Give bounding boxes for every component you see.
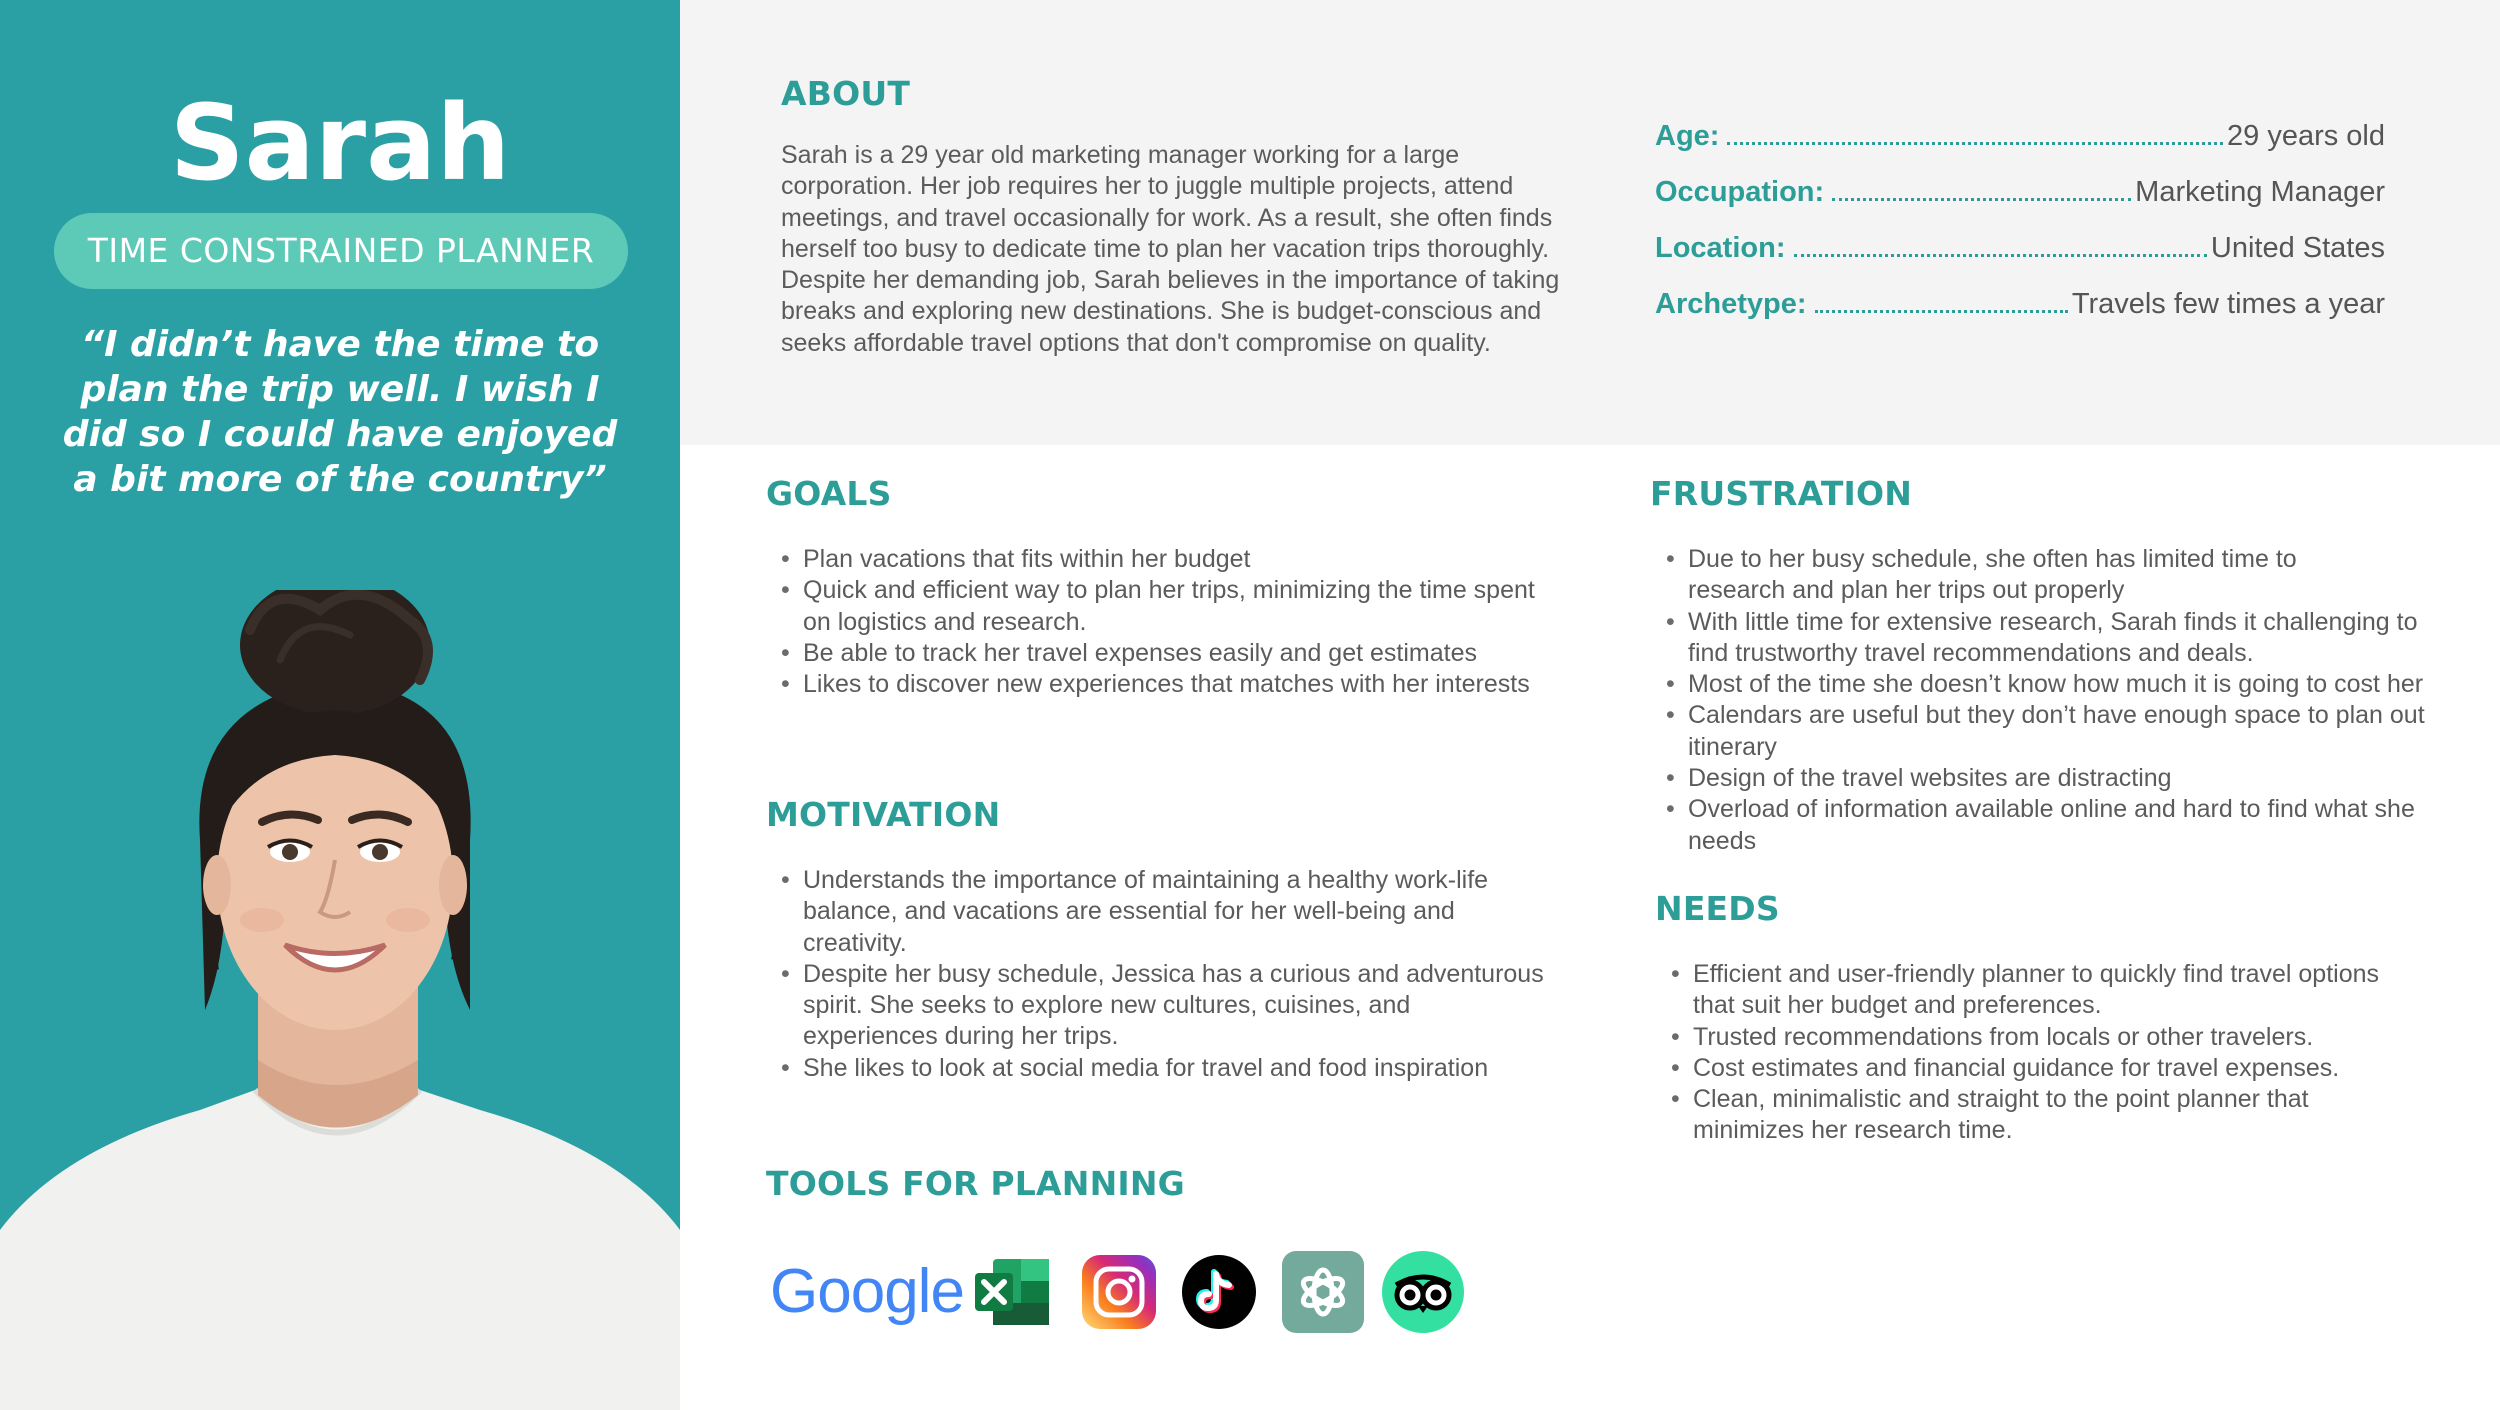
tiktok-icon <box>1182 1255 1256 1329</box>
list-item: • Plan vacations that fits within her budget <box>779 544 1539 575</box>
persona-tagline-badge: TIME CONSTRAINED PLANNER <box>54 213 628 289</box>
frustration-heading: FRUSTRATION <box>1650 474 1913 513</box>
google-logo: Google <box>770 1257 964 1326</box>
fact-label: Location: <box>1655 232 1786 264</box>
list-item: • Trusted recommendations from locals or other travelers. <box>1669 1022 2459 1053</box>
list-item: • Understands the importance of maintaining a healthy work-life balance, and vacations are essential for her well-being and creativity. <box>779 865 1549 959</box>
fact-age <box>1655 120 2385 176</box>
dotted-leader <box>1832 198 2131 201</box>
tools-heading: TOOLS FOR PLANNING <box>766 1164 1185 1203</box>
list-item: • With little time for extensive research, Sarah finds it challenging to find trustworthy travel recommendations and deals. <box>1664 607 2484 670</box>
list-item: • Design of the travel websites are distracting <box>1664 763 2484 794</box>
list-item: • Despite her busy schedule, Jessica has a curious and adventurous spirit. She seeks to explore new cultures, cuisines, and experiences during her trips. <box>779 959 1549 1053</box>
fact-occupation <box>1655 176 2385 232</box>
persona-facts <box>1655 120 2385 344</box>
motivation-heading: MOTIVATION <box>766 795 1001 834</box>
dotted-leader <box>1794 254 2207 257</box>
fact-value: 29 years old <box>2227 120 2385 152</box>
list-item: • Cost estimates and financial guidance for travel expenses. <box>1669 1053 2459 1084</box>
frustration-list <box>1664 544 2484 857</box>
excel-icon <box>975 1259 1049 1325</box>
fact-value: Marketing Manager <box>2135 176 2385 208</box>
dotted-leader <box>1727 142 2223 145</box>
fact-archetype <box>1655 288 2385 344</box>
persona-sidebar <box>0 0 680 1410</box>
list-item: • Quick and efficient way to plan her trips, minimizing the time spent on logistics and research. <box>779 575 1539 638</box>
motivation-list <box>779 865 1549 1084</box>
about-text: Sarah is a 29 year old marketing manager working for a large corporation. Her job requires her to juggle multiple projects, attend meetings, and travel occasionally for work. As a result, she often finds herself too busy to dedicate time to plan her vacation trips thoroughly. Despite her demanding job, Sarah believes in the importance of taking breaks and exploring new destinations. She is budget-conscious and seeks affordable travel options that don't compromise on quality. <box>781 141 1560 357</box>
list-item: • Most of the time she doesn’t know how much it is going to cost her <box>1664 669 2484 700</box>
fact-value: Travels few times a year <box>2071 288 2385 320</box>
list-item: • Be able to track her travel expenses easily and get estimates <box>779 638 1539 669</box>
persona-name: Sarah <box>169 82 511 204</box>
instagram-icon <box>1082 1255 1156 1329</box>
fact-label: Occupation: <box>1655 176 1825 208</box>
list-item: • Calendars are useful but they don’t have enough space to plan out itinerary <box>1664 700 2484 763</box>
goals-heading: GOALS <box>766 474 892 513</box>
list-item: • Likes to discover new experiences that matches with her interests <box>779 669 1539 700</box>
list-item: • Clean, minimalistic and straight to the point planner that minimizes her research time. <box>1669 1084 2459 1147</box>
list-item: • Overload of information available online and hard to find what she needs <box>1664 794 2484 857</box>
needs-heading: NEEDS <box>1655 889 1780 928</box>
needs-list <box>1669 959 2459 1147</box>
list-item: • Due to her busy schedule, she often has limited time to research and plan her trips out properly <box>1664 544 2484 607</box>
fact-label: Archetype: <box>1655 288 1807 320</box>
persona-quote: “I didn’t have the time to plan the trip well. I wish I did so I could have enjoyed a bit more of the country” <box>62 324 618 500</box>
list-item: • Efficient and user-friendly planner to quickly find travel options that suit her budget and preferences. <box>1669 959 2459 1022</box>
dotted-leader <box>1815 310 2068 313</box>
tripadvisor-icon <box>1382 1251 1464 1333</box>
fact-value: United States <box>2210 232 2385 264</box>
about-heading: ABOUT <box>781 74 911 113</box>
fact-label: Age: <box>1655 120 1720 152</box>
persona-portrait <box>0 590 680 1410</box>
chatgpt-icon <box>1282 1251 1364 1333</box>
list-item: • She likes to look at social media for travel and food inspiration <box>779 1053 1549 1084</box>
fact-location <box>1655 232 2385 288</box>
goals-list <box>779 544 1539 700</box>
